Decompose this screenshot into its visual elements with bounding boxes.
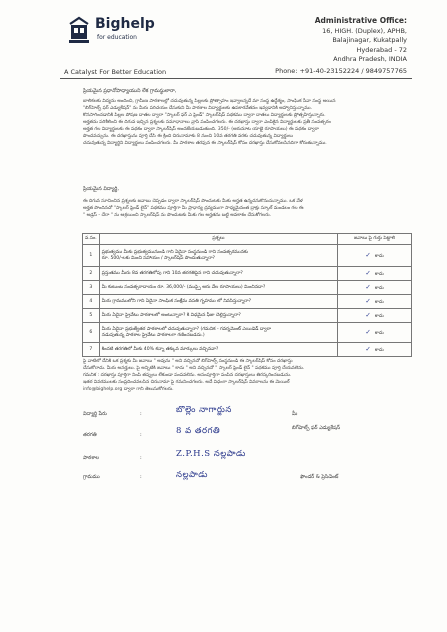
paragraph-line: " అడ్రస్ - చేరా " ను ఆశ్రయించి స్కాలర్‌షిప్ ను పొందుటకు మీకు గల అర్హతను బట్టి అవకాశం చేసుకోగలరు. bbox=[83, 213, 272, 218]
paragraph-line: "బిగ్‌హెల్ప్ ఫర్ ఎడ్యుకేషన్" ను మీరు పరిచయం చేసుకుని మీ పాఠశాల విద్యార్థులకు ఉపకారవేతనం ఇవ్వడానికి ఆహ్వానిస్తున్నాము. bbox=[83, 106, 313, 111]
paragraph-line: info@bighelp.org ద్వారా గాని తెలుసుకోగలరు. bbox=[83, 387, 174, 392]
address-line: 16, HIGH. (Duplex), APHB, bbox=[322, 27, 407, 36]
checkmark-icon: ✓ bbox=[365, 345, 371, 353]
row-number: 2 bbox=[83, 267, 100, 281]
checkmark-icon: ✓ bbox=[365, 269, 371, 277]
student-paragraph bbox=[83, 198, 409, 219]
table-row bbox=[83, 295, 412, 309]
answer-cell[interactable] bbox=[338, 343, 412, 357]
answer-option: కాదు bbox=[374, 272, 384, 277]
brand-name: Bighelp bbox=[95, 16, 155, 32]
row-number: 1 bbox=[83, 245, 100, 267]
school-label: పాఠశాల bbox=[83, 455, 100, 461]
question-line: రూ. 500/-లకు మించి సహాయం / స్కాలర్‌షిప్ పొందుతున్నారా? bbox=[101, 255, 215, 261]
paragraph-line: ఈ దిగువ సూచించిన ప్రశ్నలకు జవాబు చెప్పడం ద్వారా స్కాలర్‌షిప్ పొందుటకు మీకు అర్హత ఉన్నదనుకొనుచున్నాము. ఒక వేళ bbox=[83, 199, 303, 204]
checkmark-icon: ✓ bbox=[365, 297, 371, 305]
colon: : bbox=[140, 474, 142, 480]
answer-option: కాదు bbox=[374, 331, 384, 336]
class-label: తరగతి bbox=[83, 432, 97, 438]
question-text bbox=[99, 245, 337, 267]
question-text bbox=[99, 323, 337, 343]
brand-subtitle: for education bbox=[97, 34, 137, 41]
answer-option: కాదు bbox=[374, 300, 384, 305]
table-row bbox=[83, 245, 412, 267]
paragraph-line: గమనిక : దరఖాస్తు పూర్తిగా నింపి తప్పులు లేకుండా పంపవలెను. అసంపూర్తిగా పంపిన దరఖాస్తులు తిరస్కరించబడును. bbox=[83, 373, 292, 378]
table-header-row bbox=[83, 234, 412, 245]
village-value[interactable]: నల్లపాడు bbox=[176, 470, 208, 480]
answer-cell[interactable] bbox=[338, 309, 412, 323]
table-row bbox=[83, 323, 412, 343]
office-title: Administrative Office: bbox=[314, 16, 407, 25]
salutation-student: ప్రియమైన విద్యార్థి, bbox=[83, 186, 119, 192]
table-row bbox=[83, 267, 412, 281]
village-label: గ్రామము bbox=[83, 474, 100, 480]
row-number: 5 bbox=[83, 309, 100, 323]
answer-cell[interactable] bbox=[338, 295, 412, 309]
eligibility-questions-table bbox=[82, 233, 412, 357]
question-line: నడుపుతున్న పాఠశాల ప్రైవేటు పాఠశాలగా గణించబడదు.) bbox=[101, 332, 205, 338]
answer-option: కాదు bbox=[374, 348, 384, 353]
colon: : bbox=[140, 432, 142, 438]
student-name-value[interactable]: బొల్లెం నాగార్జున bbox=[176, 405, 232, 415]
question-text bbox=[99, 281, 337, 295]
signature-prefix: మీ bbox=[292, 411, 298, 417]
paragraph-line: పై వాటిలో దేనికి ఒక ప్రశ్నకు మీ జవాబు " అవును " అని వచ్చినచో బిగ్‌హెల్ప్ సంస్థనుండి ఈ స్కాలర్‌షిప్ కోసం దరఖాస్తు bbox=[83, 359, 293, 364]
address-line: Andhra Pradesh, INDIA bbox=[333, 54, 407, 63]
question-text bbox=[99, 309, 337, 323]
paragraph-line: బాలికలకు విద్యను అందించి, గ్రామీణ పాఠశాలల్లో చదువుతున్న పిల్లలకు ప్రోత్సాహం ఇవ్వాలన్నదే మా సంస్థ ఉద్దేశ్యం, సాంఘిక సేవా సంస్థ అయిన bbox=[83, 99, 336, 104]
column-header-answer: జవాబు పై గుర్తు పెట్టాలి bbox=[338, 234, 412, 245]
checkmark-icon: ✓ bbox=[365, 328, 371, 336]
question-line: ప్రభుత్వము మీకు ప్రభుత్వమునుండి గాని ఏదైనా సంస్థనుండి గాని సంవత్సరమునకు bbox=[101, 249, 248, 255]
question-text bbox=[99, 267, 337, 281]
question-line: మీరు గ్రామములోని గాని ఏదైనా సాంఘిక సంక్షేమ వసతి గృహము లో నివసిస్తున్నారా? bbox=[101, 298, 252, 304]
table-row bbox=[83, 343, 412, 357]
paragraph-line: అర్హత గల విద్యార్థులకు ఈ పథకం ద్వారా స్కాలర్‌షిప్ అందజేయబడుతుంది. 350/- (ఆరునూట యాభై రూపాయలు) ఈ పథకం ద్వారా bbox=[83, 127, 319, 132]
office-address-block bbox=[275, 16, 407, 75]
paragraph-line: పొందవచ్చును. ఈ దరఖాస్తును పూర్తి చేసి ఈ క్రింది చిరునామాకు 8 నుంచి 10వ తరగతి వరకు చదువుతున్న విద్యార్థులు bbox=[83, 134, 293, 139]
student-name-label: విద్యార్థి పేరు bbox=[83, 411, 107, 417]
address-line: Balajinagar, Kukatpally bbox=[332, 36, 407, 45]
question-line: మీ కుటుంబ సంవత్సరాదాయం రూ. 36,000/- (ముప్పై ఆరు వేల రూపాయలు) మించినదా? bbox=[101, 284, 266, 290]
row-number: 4 bbox=[83, 295, 100, 309]
school-value[interactable]: Z.P.H.S నల్లపాడు bbox=[176, 449, 246, 459]
question-line: మీరు ఏదైనా ప్రభుత్వేతర పాఠశాలలో చదువుతున్నారా? (గమనిక - గవర్నమెంట్ ఎయిడెడ్ ద్వారా bbox=[101, 326, 272, 332]
question-text bbox=[99, 295, 337, 309]
row-number: 7 bbox=[83, 343, 100, 357]
address-line: Hyderabad - 72 bbox=[356, 45, 407, 54]
bighelp-logo-icon bbox=[66, 14, 92, 48]
column-header-number: వ.సం. bbox=[83, 234, 100, 245]
paragraph-line: అర్హతను పరిశీలించి ఈ దిగువ ఇచ్చిన ప్రశ్నలకు సమాధానాలు వ్రాసి పంపించగలరు. ఈ దరఖాస్తు ద్వారా ఎంపికైన విద్యార్థులకు ప్రతీ సంవత్సరం bbox=[83, 120, 331, 125]
organization-signature: బిగ్‌హెల్ప్ ఫర్ ఎడ్యుకేషన్ bbox=[292, 425, 341, 431]
founder-president-title: ఫౌండర్ & ప్రెసిడెంట్ bbox=[300, 474, 339, 480]
paragraph-line: కొనసాగించడానికి పిల్లల పోషణ దాతల ద్వారా "స్కాలర్ ఫర్ ఎ ఫ్రెండ్" స్కాలర్‌షిప్ పథకము ద్వారా దాతలు విద్యార్థులకు ప్రోత్సహిస్తున్నారు. bbox=[83, 113, 326, 118]
answer-option: కాదు bbox=[374, 254, 384, 259]
class-value[interactable]: 8 వ తరగతి bbox=[176, 426, 221, 436]
answer-option: కాదు bbox=[374, 286, 384, 291]
paragraph-line: ఇతర వివరములకు సంప్రదించవలసిన చిరునామా పై గమనించగలరు. అదే విధంగా స్కాలర్‌షిప్ వివరాలను ఈ మెయిల్ bbox=[83, 380, 290, 385]
question-text bbox=[99, 343, 337, 357]
colon: : bbox=[140, 411, 142, 417]
colon: : bbox=[140, 455, 142, 461]
question-line: మీరు ఏదైనా ప్రైవేటు పాఠశాలలో అంటున్నారా? కి విధమైన ఫీజు చెల్లిస్తున్నారా? bbox=[101, 312, 241, 318]
paragraph-line: అర్హత పొందినచో "స్కాలర్ ఫ్రెండ్ లైన్" పథకము పూర్తిగా మీ ప్రాధాన్య ద్రవ్యముగా సాధ్యమైనంత ద్రాక్షు స్కూల్ మండలం గల ఈ bbox=[83, 206, 304, 211]
column-header-question: ప్రశ్నలు bbox=[99, 234, 337, 245]
tagline: A Catalyst For Better Education bbox=[64, 68, 167, 76]
office-phone: Phone: +91-40-23152224 / 9849757765 bbox=[275, 67, 407, 75]
paragraph-line: చేసుకోరాదు. మీరు అనర్హులు. పై అన్నిటికి జవాబు " కాదు " అని వచ్చినచో " స్కాలర్ ఫ్రెండ్ లైన్ " పథకము పూర్తి చేయవలెను. bbox=[83, 366, 305, 371]
question-line: కిందటి తరగతిలో మీకు 40% కన్నా తక్కువ మార్కులు వచ్చినవా? bbox=[101, 346, 219, 352]
answer-option: కాదు bbox=[374, 314, 384, 319]
row-number: 3 bbox=[83, 281, 100, 295]
row-number: 6 bbox=[83, 323, 100, 343]
intro-paragraph bbox=[83, 98, 409, 147]
checkmark-icon: ✓ bbox=[365, 251, 371, 259]
answer-cell[interactable] bbox=[338, 245, 412, 267]
checkmark-icon: ✓ bbox=[365, 311, 371, 319]
instructions-paragraph bbox=[83, 358, 409, 393]
paragraph-line: చదువుతున్న విద్యార్థిని విద్యార్థులు పంపించగలరు. మీ పాఠశాల తరఫున ఈ స్కాలర్‌షిప్ కోసం దరఖాస్తు చేసుకోవలసినదిగా కోరుతున్నాము. bbox=[83, 141, 327, 146]
salutation-headmaster: ప్రియమైన ప్రధానోపాధ్యాయుని లేక గ్రామస్థులారా, bbox=[83, 88, 177, 94]
table-row bbox=[83, 281, 412, 295]
answer-cell[interactable] bbox=[338, 267, 412, 281]
table-row bbox=[83, 309, 412, 323]
answer-cell[interactable] bbox=[338, 323, 412, 343]
answer-cell[interactable] bbox=[338, 281, 412, 295]
checkmark-icon: ✓ bbox=[365, 283, 371, 291]
question-line: ప్రస్తుతము మీరు 8వ తరగతిలోపు గాని 10వ తరగతిపైన గాని చదువుతున్నారా? bbox=[101, 270, 243, 276]
header-divider bbox=[60, 78, 412, 79]
